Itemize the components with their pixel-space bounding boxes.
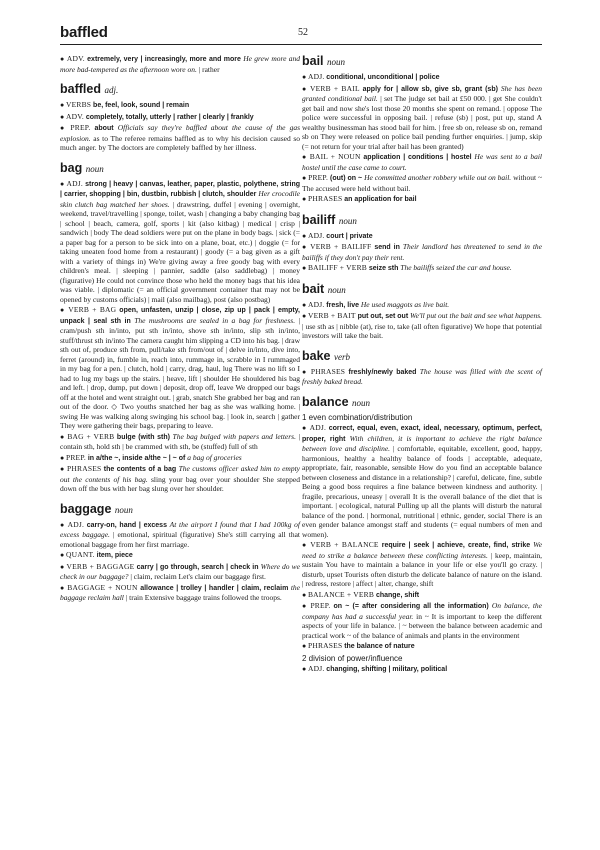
entry-category: BAG + VERB <box>67 431 115 441</box>
sense-heading: 1 even combination/distribution <box>302 412 413 422</box>
entry-collocates: the contents of a bag <box>103 466 177 473</box>
page-header <box>60 24 542 45</box>
entry-example: At the airport I found that I had 100kg of excess baggage. <box>60 519 301 539</box>
bullet-icon: ● <box>60 101 66 109</box>
bullet-icon: ● <box>302 195 308 203</box>
bullet-icon: ● <box>60 551 66 559</box>
entry-example: He was sent to a bail hostel until the case came to court. <box>302 152 543 172</box>
entry-collocates: change, shift <box>375 591 420 599</box>
bullet-icon: ● <box>60 179 67 188</box>
headword-text: baffled <box>60 82 101 96</box>
collocation-entry <box>302 231 542 242</box>
collocation-entry <box>60 123 300 153</box>
entry-category: BAGGAGE + NOUN <box>67 582 138 592</box>
entry-category: PHRASES <box>307 641 343 650</box>
entry-collocates: application | conditions | hostel <box>363 154 472 161</box>
entry-category: PREP. <box>308 173 329 182</box>
entry-continuation: sling your bag over your shoulder She stepped down off the bus with her bag slung over her shoulder. <box>60 474 301 493</box>
entry-category: ADV. <box>65 111 84 121</box>
entry-continuation: | comfortable, equitable, excellent, good, happy, harmonious, healthy a healthy balance of foods | acceptable, adequate, appropriate, fair, reasonable, sensible How do you find an acceptable balance between closeness and distance in a relationship? | careful, delicate, fine, subtle Being a good boss requires a fine balance between kindness and authority. | fragile, precarious, uneasy | overall It is the overall balance of the diet that is important. | ecological, natural Pulling up all the plants will disturb the natural balance of the pond. | hormonal, nutritional | ethnic, gender, social There is an even gender balance amongst staff and students (= equal numbers of men and women). <box>302 444 542 539</box>
entry-collocates: conditional, unconditional | police <box>326 74 440 81</box>
entry-collocates: correct, equal, even, exact, ideal, necessary, optimum, perfect, proper, right <box>302 425 542 443</box>
collocation-entry <box>302 423 542 539</box>
entry-example: Her crocodile skin clutch bag matched her shoes. <box>60 189 300 209</box>
entry-category: VERB + BAGGAGE <box>66 561 135 571</box>
bullet-icon: ● <box>302 590 308 599</box>
headword-text: bait <box>302 281 325 296</box>
bullet-icon: ● <box>60 453 66 462</box>
entry-continuation: | set The judge set bail at £50 000. | get She couldn't get bail and now she's lost those 20 months she spent on remand. | oppose The police were successful in opposing bail. | refuse (sb) | post, put up, stand A wealthy businessman has stood bail for him. | free sb on, release sb on, remand sb on They were released on police bail pending further enquiries. | jump, skip (= not return for your trial after bail has been granted) <box>302 94 542 151</box>
entry-example: The mushrooms are sealed in a bag for freshness. <box>134 315 296 325</box>
headword <box>60 502 300 517</box>
entry-category: VERB + BAG <box>68 305 117 314</box>
bullet-icon: ● <box>60 520 68 529</box>
collocation-entry <box>302 194 542 205</box>
collocation-entry <box>60 453 300 464</box>
headword-text: balance <box>302 394 349 409</box>
collocation-entry <box>302 664 542 675</box>
entry-continuation: | emotional, spiritual (figurative) She's still carrying all that emotional baggage from her first marriage. <box>60 530 301 549</box>
left-column <box>60 54 300 604</box>
entry-collocates: open, unfasten, unzip | close, zip up | pack | empty, unpack | seal sth in <box>60 307 300 325</box>
entry-example: The bailiffs seized the car and house. <box>400 263 512 272</box>
headword-text: baggage <box>60 501 112 516</box>
bullet-icon: ● <box>302 602 311 610</box>
collocation-entry <box>302 641 542 652</box>
entry-example: Their landlord has threatened to send in the bailiffs if they don't pay their rent. <box>302 242 543 262</box>
bullet-icon: ● <box>302 174 309 182</box>
entry-category: PREP. <box>65 452 86 462</box>
entry-continuation: in ~ It is important to keep the different aspects of your life in balance. | ~ between the balance between academic and practical work ~ of the balance of animals and plants in the environment <box>302 611 543 640</box>
entry-example: Officials say they're baffled about the cause of the gas explosion. <box>60 123 301 143</box>
entry-continuation: | use sth as | nibble (at), rise to, take (all often figurative) We hope that potential investors will take the bait. <box>302 321 542 340</box>
bullet-icon: ● <box>302 153 310 161</box>
entry-example: Where do we check in our baggage? <box>60 561 301 581</box>
bullet-icon: ● <box>302 312 308 320</box>
entry-category: QUANT. <box>65 550 95 559</box>
collocation-entry <box>60 54 300 74</box>
collocation-entry <box>302 540 542 589</box>
bullet-icon: ● <box>60 432 68 441</box>
entry-collocates: (out) on ~ <box>329 175 363 182</box>
entry-category: PHRASES <box>310 366 346 376</box>
collocation-entry <box>302 173 542 193</box>
entry-collocates: put out, set out <box>357 313 409 320</box>
entry-category: PHRASES <box>307 194 343 203</box>
collocation-entry <box>60 583 300 603</box>
part-of-speech: noun <box>327 284 346 295</box>
entry-category: PREP. <box>310 601 331 610</box>
collocation-entry <box>302 367 542 387</box>
bullet-icon: ● <box>302 231 308 240</box>
collocation-entry <box>302 300 542 311</box>
bullet-icon: ● <box>302 367 311 376</box>
part-of-speech: adj. <box>104 85 119 95</box>
entry-category: BALANCE + VERB <box>307 589 375 599</box>
right-column <box>302 54 542 676</box>
entry-collocates: carry | go through, search | check in <box>136 563 259 571</box>
collocation-entry <box>302 601 542 640</box>
entry-continuation: as to The referee remains baffled as to why his decision caused so much anger. by The doctors are completely baffled by her illness. <box>60 133 300 152</box>
headword <box>60 82 300 97</box>
sense-heading: 2 division of power/influence <box>302 653 403 663</box>
collocation-entry <box>302 311 542 341</box>
entry-category: ADJ. <box>309 423 327 432</box>
entry-continuation: | contain sth, hold sth | be crammed with sth, be (stuffed) full of sth <box>60 431 301 451</box>
entry-collocates: an application for bail <box>344 196 417 203</box>
entry-example: With children, it is important to achieve the right balance between love and discipline. <box>302 433 542 453</box>
entry-continuation: without ~ The accused were held without bail. <box>302 173 543 193</box>
entry-collocates: the balance of nature <box>344 643 415 650</box>
entry-example: a bag of groceries <box>187 452 242 462</box>
entry-example: She has been granted conditional bail. <box>302 83 543 103</box>
entry-collocates: require | seek | achieve, create, find, strike <box>381 542 531 549</box>
collocation-entry <box>60 179 300 305</box>
entry-collocates: allowance | trolley | handler | claim, reclaim <box>140 584 289 592</box>
bullet-icon: ● <box>302 84 311 93</box>
entry-category: ADJ. <box>66 178 83 188</box>
collocation-entry <box>302 84 542 152</box>
entry-continuation: | train Extensive baggage trains followed the troops. <box>125 593 282 602</box>
collocation-entry <box>60 112 300 123</box>
entry-category: VERB + BAILIFF <box>310 242 372 251</box>
bullet-icon: ● <box>302 264 308 272</box>
collocation-entry <box>60 550 300 561</box>
headword <box>302 395 542 410</box>
bullet-icon: ● <box>60 306 69 314</box>
bullet-icon: ● <box>302 541 311 549</box>
bullet-icon: ● <box>60 562 67 571</box>
entry-continuation: | drawstring, duffel | evening | overnight, weekend, travel/travelling | sponge, toilet, wash | changing a baby changing bag | school | beach, camera, golf, sports | kit (also kitbag) | medical | crisp | sandwich | body The dead soldiers were put on the plane in body bags. | sick (= a paper bag for a person to be sick into on a plane, boat, etc.) | doggie (= for taking uneaten food home from a restaurant) | goody (= a bag given as a gift with a variety of things in) We're giving away a free goody bag with every children's meal. | sleeping | pannier, saddle (also saddlebag) | money (figurative) He could not convince those who held the money bags that his idea was viable. | diplomatic (= an official government container that may not be opened by customs officials) | mail (also mailbag), post (also postbag) <box>60 199 301 304</box>
bullet-icon: ● <box>60 112 66 121</box>
entry-collocates: seize sth <box>368 265 399 272</box>
bullet-icon: ● <box>60 124 71 132</box>
part-of-speech: noun <box>327 57 346 67</box>
headword <box>302 54 542 69</box>
part-of-speech: verb <box>333 351 350 362</box>
bullet-icon: ● <box>302 424 310 432</box>
entry-category: ADJ. <box>307 230 325 240</box>
bullet-icon: ● <box>60 465 68 473</box>
collocation-entry <box>60 432 300 452</box>
page-number: 52 <box>298 27 308 38</box>
part-of-speech: noun <box>85 163 104 174</box>
entry-example: On balance, the company has had a successful year. <box>302 601 543 621</box>
part-of-speech: noun <box>338 215 357 226</box>
entry-category: ADJ. <box>307 664 325 673</box>
entry-collocates: send in <box>374 244 400 251</box>
entry-continuation: | keep, maintain, sustain You have to maintain a balance in your life or else you'll go crazy. | disturb, upset Tourists often disturb the delicate balance of nature on the island. | redress, restore | affect | alter, change, shift <box>302 550 543 588</box>
collocation-entry <box>60 464 300 494</box>
entry-continuation: | rather <box>198 64 220 74</box>
entry-collocates: bulge (with sth) <box>116 433 170 441</box>
part-of-speech: noun <box>352 397 371 408</box>
entry-category: BAIL + NOUN <box>309 152 361 161</box>
collocation-entry <box>60 100 300 111</box>
entry-category: VERB + BALANCE <box>310 540 379 549</box>
headword <box>60 161 300 176</box>
running-head: baffled <box>60 24 108 41</box>
entry-collocates: about <box>94 125 114 132</box>
entry-collocates: freshly/newly baked <box>348 368 417 376</box>
entry-example: We need to strike a balance between these conflicting interests. <box>302 540 543 560</box>
entry-collocates: changing, shifting | military, political <box>326 666 448 673</box>
entry-category: VERB + BAIL <box>310 83 360 93</box>
entry-continuation: | claim, reclaim Let's claim our baggage first. <box>130 572 266 581</box>
part-of-speech: noun <box>114 504 133 515</box>
entry-collocates: in a/the ~, inside a/the ~ | ~ of <box>87 454 186 462</box>
entry-example: the baggage reclaim hall <box>60 582 301 602</box>
collocation-entry <box>302 152 542 172</box>
entry-category: BAILIFF + VERB <box>307 263 367 272</box>
entry-collocates: court | private <box>326 232 373 240</box>
collocation-entry <box>302 72 542 83</box>
entry-category: ADJ. <box>307 299 325 309</box>
bullet-icon: ● <box>302 642 308 650</box>
entry-category: VERB + BAIT <box>308 311 356 320</box>
collocation-entry <box>60 305 300 431</box>
collocation-entry <box>60 520 300 550</box>
entry-collocates: extremely, very | increasingly, more and more <box>87 56 241 63</box>
entry-category: PHRASES <box>67 464 102 473</box>
entry-category: VERBS <box>65 100 92 109</box>
headword <box>302 213 542 228</box>
entry-category: PREP. <box>70 123 91 132</box>
entry-collocates: carry-on, hand | excess <box>86 521 167 529</box>
entry-collocates: item, piece <box>96 552 133 559</box>
entry-category: ADJ. <box>67 519 85 529</box>
bullet-icon: ● <box>60 583 68 592</box>
collocation-entry <box>302 263 542 274</box>
headword <box>302 282 542 297</box>
bullet-icon: ● <box>302 300 308 309</box>
entry-continuation: | cram/push sth in/into, put sth in/into, shove sth in/into, slip sth in/into, stuff/thrust sth in/into The camera caught him slipping a CD into his bag. | draw sth out of, produce sth from, pull/take sth from/out of | delve in/into, dive into, ferret (around) in, fumble in, reach into, rummage in, scrabble in I rummaged in my bag for a pen. | clutch, hold | carry, drag, haul, lug There was no lift so I had to lug my bags up the stairs. | heave, lift | shoulder He shouldered his bag and left. | drop, dump, put down | deposit, drop off, leave We dropped our bags off at the hotel and went straight out. | grab, snatch She grabbed her bag and ran out of the door. ◇ Two youths snatched her bag as she was walking home. | swing He was walking along swinging his school bag. | look in, search | gather They were gathering their bags, preparing to leave. <box>60 315 301 430</box>
entry-example: The house was filled with the scent of freshly baked bread. <box>302 366 543 386</box>
entry-category: ADV. <box>66 54 85 63</box>
headword-text: bail <box>302 54 324 68</box>
headword-text: bake <box>302 348 331 363</box>
bullet-icon: ● <box>302 73 308 81</box>
headword-text: bag <box>60 160 83 175</box>
entry-example: We'll put out the bait and see what happens. <box>410 311 543 320</box>
entry-collocates: on ~ (= after considering all the information) <box>333 603 489 610</box>
bullet-icon: ● <box>302 243 311 251</box>
bullet-icon: ● <box>302 665 308 673</box>
entry-collocates: fresh, live <box>326 301 359 309</box>
collocation-entry <box>60 562 300 582</box>
entry-collocates: apply for | allow sb, give sb, grant (sb) <box>362 85 498 93</box>
entry-example: He committed another robbery while out on bail. <box>364 173 512 182</box>
headword-text: bailiff <box>302 212 336 227</box>
collocation-entry <box>302 590 542 601</box>
entry-collocates: be, feel, look, sound | remain <box>93 102 190 109</box>
entry-category: ADJ. <box>307 72 325 81</box>
entry-example: The customs officer asked him to empty out the contents of his bag. <box>60 464 300 484</box>
entry-collocates: completely, totally, utterly | rather | clearly | frankly <box>85 113 254 121</box>
entry-example: The bag bulged with papers and letters. <box>172 431 296 441</box>
entry-example: He grew more and more bad-tempered as the afternoon wore on. <box>60 54 301 74</box>
collocation-entry <box>302 242 542 262</box>
bullet-icon: ● <box>60 55 67 63</box>
entry-collocates: strong | heavy | canvas, leather, paper, plastic, polythene, string | carrier, shopping | bin, dustbin, rubbish | clutch, shoulder <box>60 180 301 198</box>
headword <box>302 349 542 364</box>
entry-example: He used maggots as live bait. <box>360 299 450 309</box>
